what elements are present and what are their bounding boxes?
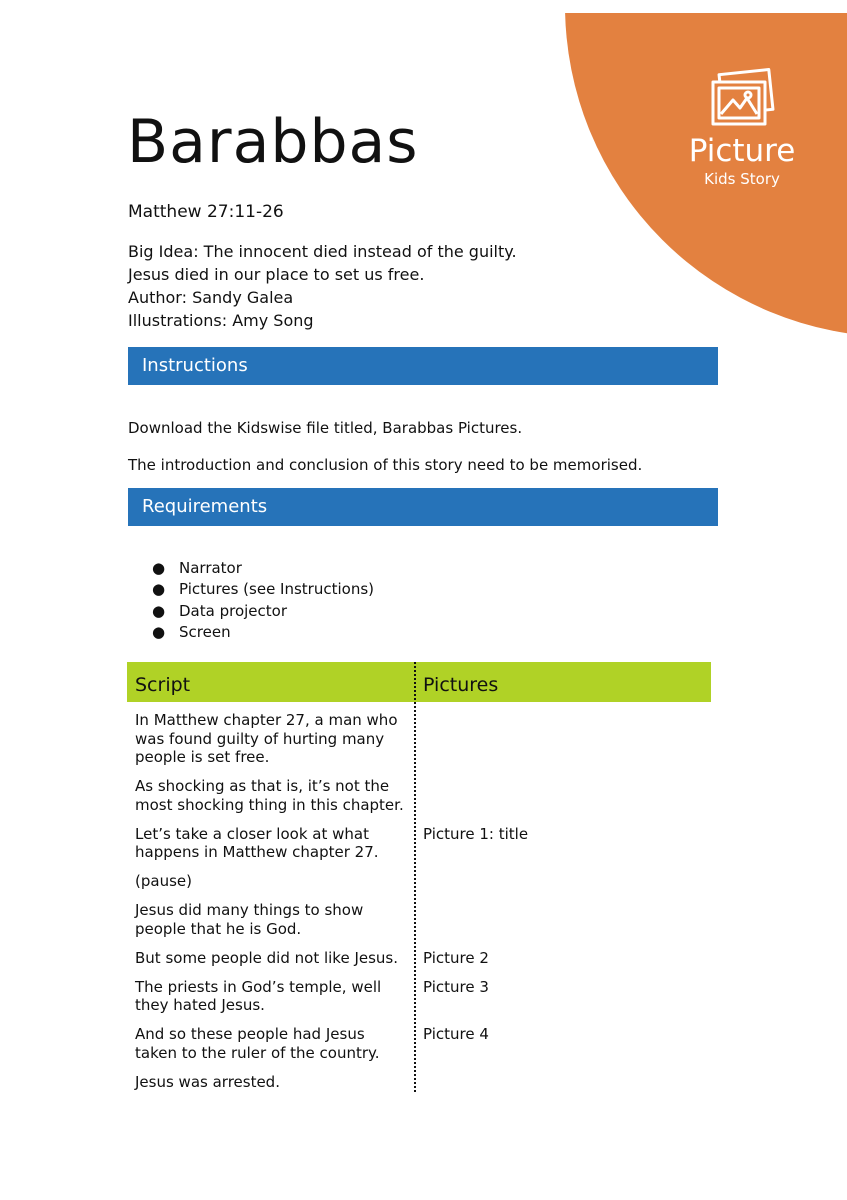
big-idea-line-2: Jesus died in our place to set us free. [128, 265, 425, 284]
script-cell: The priests in God’s temple, well they hated Jesus. [135, 977, 382, 1014]
script-cell: And so these people had Jesus taken to the ruler of the country. [135, 1025, 380, 1062]
table-row [127, 872, 711, 891]
table-row [127, 901, 711, 938]
script-cell: As shocking as that is, it’s not the most shocking thing in this chapter. [135, 777, 404, 814]
table-row [127, 949, 711, 968]
table-row [127, 1073, 711, 1092]
illustrator-line: Illustrations: Amy Song [128, 311, 314, 330]
story-meta [128, 240, 517, 332]
script-cell: But some people did not like Jesus. [135, 948, 399, 967]
table-row [127, 777, 711, 814]
list-item-label: Screen [179, 622, 231, 641]
list-item-label: Narrator [179, 559, 242, 577]
table-row [127, 825, 711, 862]
list-item [152, 558, 374, 579]
list-item [152, 622, 374, 643]
table-row [127, 711, 711, 767]
script-rows [127, 711, 711, 1102]
bullet-icon: ● [152, 601, 166, 620]
instructions-heading: Instructions [128, 347, 718, 385]
picture-cell: Picture 4 [423, 1025, 489, 1043]
badge-title: Picture [688, 133, 796, 169]
list-item-label: Data projector [179, 601, 287, 620]
author-line: Author: Sandy Galea [128, 288, 294, 307]
page-title: Barabbas [127, 107, 419, 177]
scripture-reference: Matthew 27:11-26 [128, 202, 284, 222]
column-header-script: Script [135, 674, 191, 696]
picture-badge [684, 68, 800, 188]
script-cell: (pause) [135, 872, 192, 890]
badge-subtitle: Kids Story [704, 170, 780, 188]
script-cell: In Matthew chapter 27, a man who was found guilty of hurting many people is set free. [135, 711, 398, 766]
script-cell: Let’s take a closer look at what happens in Matthew chapter 27. [135, 824, 379, 861]
script-table [127, 662, 711, 702]
picture-frame-icon [707, 68, 777, 128]
list-item [152, 579, 374, 600]
script-cell: Jesus was arrested. [135, 1072, 280, 1091]
table-row [127, 1025, 711, 1062]
picture-cell: Picture 2 [423, 948, 489, 967]
picture-cell: Picture 3 [423, 977, 489, 996]
requirements-heading: Requirements [128, 488, 718, 526]
table-row [127, 978, 711, 1015]
instructions-paragraph: Download the Kidswise file titled, Barabbas Pictures. [128, 419, 523, 437]
table-header [127, 662, 711, 702]
list-item [152, 601, 374, 622]
picture-cell: Picture 1: title [423, 824, 529, 843]
bullet-icon: ● [152, 559, 166, 577]
script-cell: Jesus did many things to show people that he is God. [135, 901, 364, 938]
big-idea-line: Big Idea: The innocent died instead of the guilty. [128, 242, 517, 261]
bullet-icon: ● [152, 580, 166, 599]
bullet-icon: ● [152, 622, 166, 641]
requirements-list [152, 558, 374, 643]
list-item-label: Pictures (see Instructions) [179, 580, 375, 599]
instructions-paragraph: The introduction and conclusion of this story need to be memorised. [128, 456, 643, 474]
column-header-pictures: Pictures [423, 674, 499, 696]
